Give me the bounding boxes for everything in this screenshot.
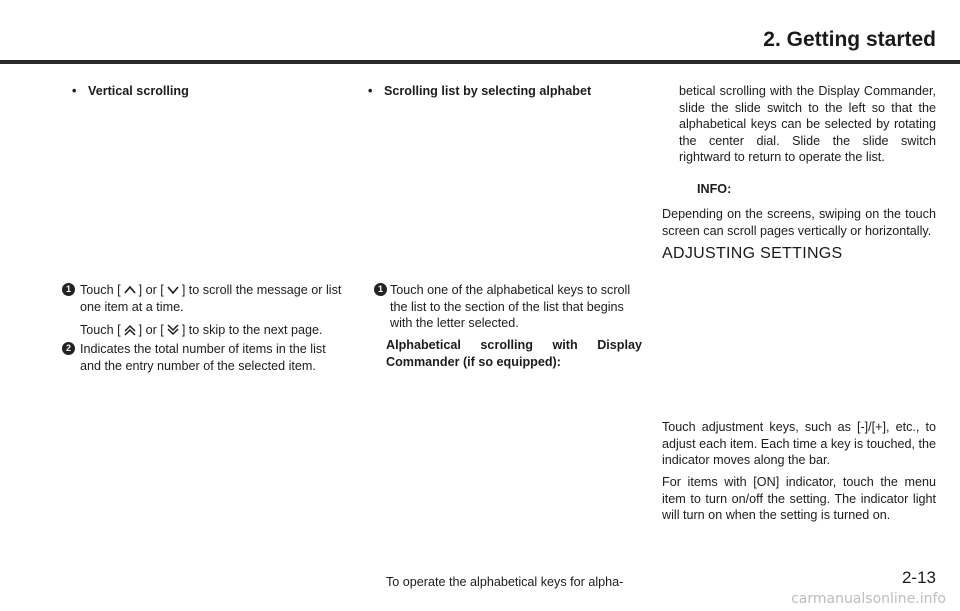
- number-badge-2: 2: [62, 342, 75, 355]
- chevron-up-icon: [123, 284, 137, 296]
- bullet-dot: •: [72, 84, 77, 98]
- info-label: INFO:: [697, 182, 732, 196]
- step-1-alphabet-keys: [377, 282, 644, 332]
- text-skip-page: ] to skip to the next page.: [181, 323, 323, 337]
- header-rule: [0, 60, 960, 64]
- text-or: ] or [: [138, 323, 164, 337]
- step-1-touch-scroll: [65, 282, 346, 339]
- step-2-indicates-total: [65, 341, 346, 374]
- heading-text: Vertical scrolling: [88, 84, 189, 98]
- double-chevron-up-icon: [123, 324, 137, 336]
- number-badge-1: 1: [374, 283, 387, 296]
- text-or: ] or [: [138, 283, 164, 297]
- text-touch: Touch [: [80, 323, 121, 337]
- number-badge-1: 1: [62, 283, 75, 296]
- bullet-dot: •: [368, 84, 373, 98]
- display-commander-subheading: Alphabetical scrolling with Display Commander (if so equipped):: [386, 338, 642, 369]
- adjustment-keys-text: Touch adjustment keys, such as [-]/[+], etc., to adjust each item. Each time a key is touched, the indicator moves along the bar.: [662, 420, 936, 467]
- page-number: 2-13: [901, 568, 936, 587]
- chevron-down-icon: [166, 284, 180, 296]
- watermark: carmanualsonline.info: [791, 591, 946, 607]
- display-commander-text: betical scrolling with the Display Commander, slide the slide switch to the left so that the alphabetical keys can be selected by rotating the center dial. Slide the slide switch rightward to return to operate the list.: [679, 84, 936, 164]
- chapter-title: 2. Getting started: [763, 28, 936, 51]
- double-chevron-down-icon: [166, 324, 180, 336]
- alphabet-scrolling-heading: [368, 83, 591, 99]
- vertical-scrolling-heading: [72, 83, 189, 99]
- text-scroll-one-item: ] to scroll the message or list one item at a time.: [80, 283, 342, 314]
- step-2-text: Indicates the total number of items in the list and the entry number of the selected item.: [80, 342, 326, 373]
- on-indicator-text: For items with [ON] indicator, touch the menu item to turn on/off the setting. The indicator light will turn on when the setting is turned on.: [662, 475, 936, 522]
- step-1-alphabet-text: Touch one of the alphabetical keys to scroll the list to the section of the list that begins with the letter selected.: [390, 283, 631, 330]
- alpha-keys-intro-text: To operate the alphabetical keys for alpha-: [386, 575, 624, 589]
- text-touch: Touch [: [80, 283, 121, 297]
- info-text: Depending on the screens, swiping on the touch screen can scroll pages vertically or horizontally.: [662, 207, 936, 238]
- adjusting-settings-title: ADJUSTING SETTINGS: [662, 245, 843, 262]
- heading-text: Scrolling list by selecting alphabet: [384, 84, 592, 98]
